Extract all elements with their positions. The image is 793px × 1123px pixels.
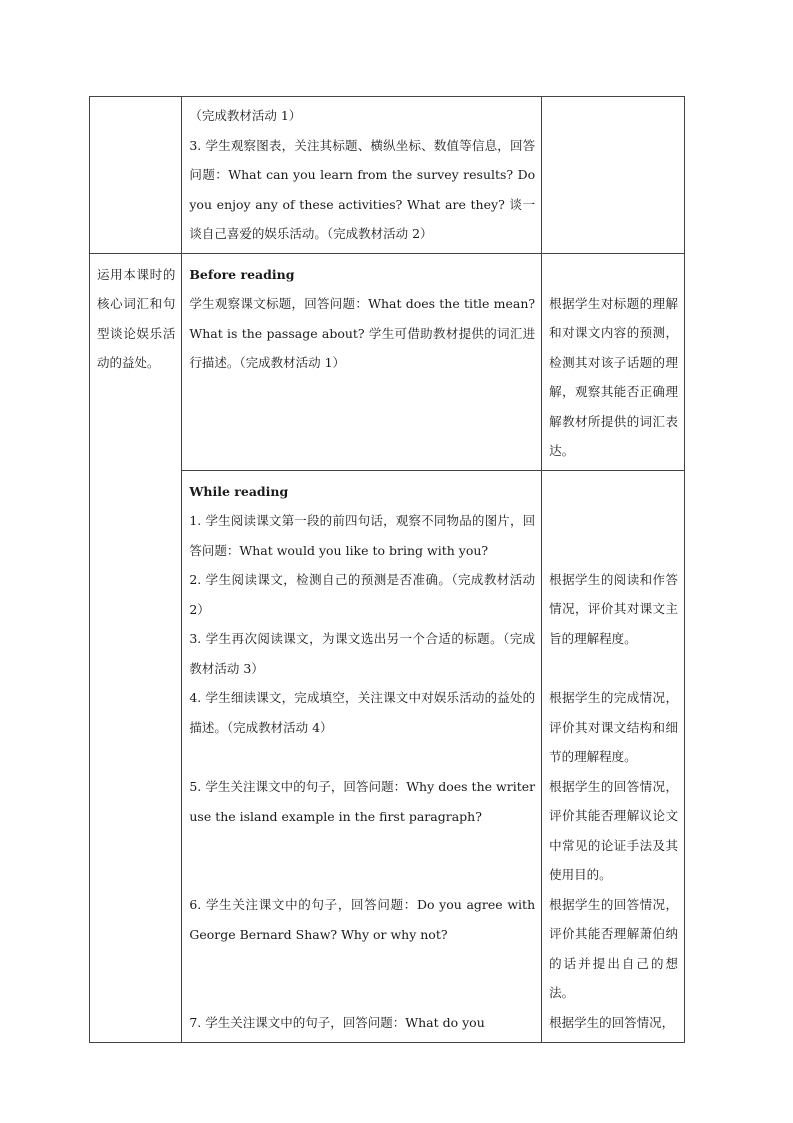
evaluation-cell [542,253,685,470]
goal-cell [90,97,182,254]
goal-text: 运用本课时的核心词汇和句型谈论娱乐活动的益处。 [97,266,176,370]
activity-cell [182,253,542,470]
activity-cell [182,470,542,1042]
section-heading-before-reading: Before reading [189,266,295,282]
activity-text: （完成教材活动 1） [189,108,302,123]
activity-cell [182,97,542,254]
activity-text: 1. 学生阅读课文第一段的前四句话，观察不同物品的图片，回答问题：What would you like to bring with you? [189,513,536,558]
activity-text: 5. 学生关注课文中的句子，回答问题：Why does the writer use the island example in the first paragraph? [189,779,536,824]
activity-text: 学生观察课文标题，回答问题：What does the title mean? What is the passage about? 学生可借助教材提供的词汇进行描述。（完成教材活动 1） [189,296,536,370]
evaluation-text: 根据学生对标题的理解和对课文内容的预测，检测其对该子话题的理解，观察其能否正确理解教材所提供的词汇表达。 [549,295,678,458]
evaluation-cell [542,470,685,1042]
activity-text: 6. 学生关注课文中的句子，回答问题：Do you agree with George Bernard Shaw? Why or why not? [189,897,536,942]
activity-text: 3. 学生再次阅读课文，为课文选出另一个合适的标题。（完成教材活动 3） [189,631,536,676]
goal-cell [90,253,182,1042]
evaluation-text: 根据学生的回答情况，评价其能否理解议论文中常见的论证手法及其使用目的。 [549,778,678,882]
activity-text: 3. 学生观察图表，关注其标题、横纵坐标、数值等信息，回答问题：What can you learn from the survey results? Do you enjoy any of these activities? What are they? 谈一谈自己喜爱的娱乐活动。（完成教材活动 2） [189,137,536,241]
evaluation-text: 根据学生的回答情况， [549,1014,675,1030]
table-row [90,253,685,470]
table-row [90,97,685,254]
lesson-plan-table [89,96,685,1043]
evaluation-text: 根据学生的完成情况，评价其对课文结构和细节的理解程度。 [549,690,678,764]
activity-text: 7. 学生关注课文中的句子，回答问题：What do you [189,1015,485,1030]
evaluation-text: 根据学生的阅读和作答情况，评价其对课文主旨的理解程度。 [549,571,678,646]
activity-text: 2. 学生阅读课文，检测自己的预测是否准确。（完成教材活动 2） [189,572,536,617]
evaluation-text: 根据学生的回答情况，评价其能否理解萧伯纳的话并提出自己的想法。 [549,896,678,1000]
section-heading-while-reading: While reading [189,483,289,499]
activity-text: 4. 学生细读课文，完成填空，关注课文中对娱乐活动的益处的描述。（完成教材活动 4） [189,690,536,735]
evaluation-cell [542,97,685,254]
